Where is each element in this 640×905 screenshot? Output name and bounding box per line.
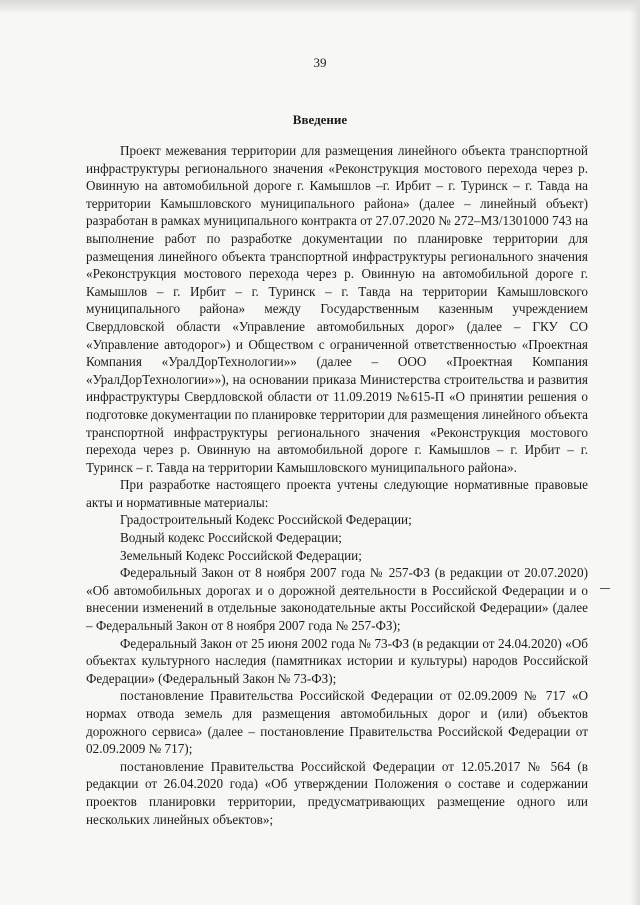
- margin-mark: [600, 588, 610, 589]
- act-item: Градостроительный Кодекс Российской Федерации;: [120, 512, 412, 528]
- lead-paragraph: При разработке настоящего проекта учтены следующие нормативные правовые акты и нормативные материалы:: [86, 477, 588, 510]
- act-item: постановление Правительства Российской Федерации от 12.05.2017 № 564 (в редакции от 26.04.2020 года) «Об утверждении Положения о составе и содержании проектов планировки территории, предусматривающих размещение одного или нескольких линейных объектов»;: [86, 758, 588, 827]
- page-number: 39: [313, 55, 327, 70]
- scan-edge-top: [0, 0, 640, 14]
- document-body: [86, 142, 588, 828]
- scan-edge-right: [630, 0, 640, 905]
- act-item: постановление Правительства Российской Федерации от 02.09.2009 № 717 «О нормах отвода земель для размещения автомобильных дорог и (или) объектов дорожного сервиса» (далее – постановление Правительства Российской Федерации от 02.09.2009 № 717);: [86, 688, 588, 757]
- section-heading: Введение: [292, 112, 348, 127]
- act-item: Федеральный Закон от 8 ноября 2007 года № 257-ФЗ (в редакции от 20.07.2020) «Об автомобильных дорогах и о дорожной деятельности в Российской Федерации и о внесении изменений в отдельные законодательные акты Российской Федерации» (далее – Федеральный Закон от 8 ноября 2007 года № 257-ФЗ);: [86, 565, 588, 634]
- act-item: Федеральный Закон от 25 июня 2002 года № 73-ФЗ (в редакции от 24.04.2020) «Об объектах культурного наследия (памятниках истории и культуры) народов Российской Федерации» (Федеральный Закон № 73-ФЗ);: [86, 635, 588, 686]
- act-item: Водный кодекс Российской Федерации;: [120, 530, 342, 546]
- act-item: Земельный Кодекс Российской Федерации;: [120, 547, 362, 563]
- intro-paragraph: Проект межевания территории для размещения линейного объекта транспортной инфраструктуры регионального значения «Реконструкция мостового перехода через р. Овинную на автомобильной дороге г. Камышлов –г. Ирбит – г. Туринск – г. Тавда на территории Камышловского муниципального района» (далее – линейный объект) разработан в рамках муниципального контракта от 27.07.2020 № 272–МЗ/1301000 743 на выполнение работ по разработке документации по планировке территории для размещения линейного объекта транспортной инфраструктуры регионального значения «Реконструкция мостового перехода через р. Овинную на автомобильной дороге г. Камышлов – г. Ирбит – г. Туринск – г. Тавда на территории Камышловского муниципального района» между Государственным казенным учреждением Свердловской области «Управление автомобильных дорог» (далее – ГКУ СО «Управление автодорог») и Обществом с ограниченной ответственностью «Проектная Компания «УралДорТехнологии»» (далее – ООО «Проектная Компания «УралДорТехнологии»»), на основании приказа Министерства строительства и развития инфраструктуры Свердловской области от 11.09.2019 №615-П «О принятии решения о подготовке документации по планировке территории для размещения линейного объекта транспортной инфраструктуры регионального значения «Реконструкция мостового перехода через р. Овинную на автомобильной дороге г. Камышлов – г. Ирбит – г. Туринск – г. Тавда на территории Камышловского муниципального района».: [86, 143, 588, 475]
